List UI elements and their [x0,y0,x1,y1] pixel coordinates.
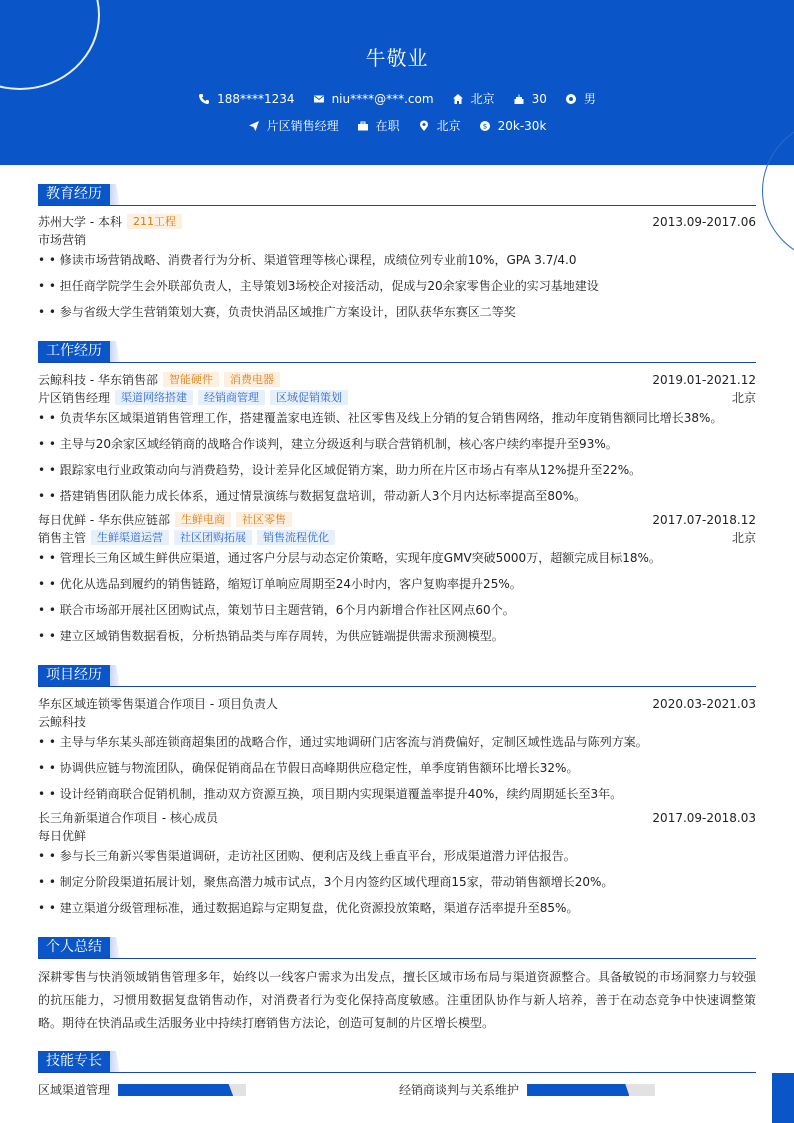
project-bullet: • • 主导与华东某头部连锁商超集团的战略合作，通过实地调研门店客流与消费偏好，定制区域性选品与陈列方案。 [38,735,648,749]
section-summary [38,937,756,959]
education-bullet: • • 参与省级大学生营销策划大赛，负责快消品区域推广方案设计，团队获华东赛区二等奖 [38,305,516,319]
gender-icon [565,93,577,105]
job-bullet: • • 管理长三角区域生鲜供应渠道，通过客户分层与动态定价策略，实现年度GMV突破5000万，超额完成目标18%。 [38,551,661,565]
job-bullet: • • 负责华东区域渠道销售管理工作，搭建覆盖家电连锁、社区零售及线上分销的复合销售网络，推动年度销售额同比增长38%。 [38,411,723,425]
project-bullet: • • 协调供应链与物流团队，确保促销商品在节假日高峰期供应稳定性，单季度销售额环比增长32%。 [38,761,579,775]
skill-name: 区域渠道管理 [38,1083,111,1097]
job-company: 云鲸科技 - 华东销售部 [38,373,158,387]
job-company: 每日优鲜 - 华东供应链部 [38,513,170,527]
education-bullet: • • 担任商学院学生会外联部负责人，主导策划3场校企对接活动，促成与20余家零售企业的实习基地建设 [38,279,599,293]
send-icon [248,120,260,132]
gender-text: 男 [583,92,596,106]
skill-level-bar [118,1084,246,1096]
skill-item [399,1083,655,1097]
phone-icon [198,93,210,105]
age-text: 30 [531,91,547,106]
education-major: 市场营销 [38,233,87,247]
role-tag: 社区团购拓展 [174,530,252,545]
email-text: niu****@***.com [331,91,434,106]
school-tag: 211工程 [127,214,182,229]
project-bullet: • • 制定分阶段渠道拓展计划，聚焦高潜力城市试点，3个月内签约区域代理商15家，带动销售额增长20%。 [38,875,614,889]
job-city: 北京 [731,391,756,405]
info-home-city [452,90,495,107]
info-gender [565,90,596,107]
role-tag: 销售流程优化 [257,530,335,545]
job-role: 销售主管 [38,531,87,545]
project-period: 2017.09-2018.03 [652,811,756,825]
project-name: 华东区域连锁零售渠道合作项目 - 项目负责人 [38,697,278,711]
info-target-role [248,117,339,134]
section-title-projects: 项目经历 [38,665,110,686]
svg-text:$: $ [482,122,487,131]
summary-text: 深耕零售与快消领域销售管理多年，始终以一线客户需求为出发点，擅长区域市场布局与渠道资源整合。具备敏锐的市场洞察力与较强的抗压能力，习惯用数据复盘销售动作，对消费者行为变化保持高度敏感。注重团队协作与新人培养，善于在动态竞争中快速调整策略。期待在快消品或生活服务业中持续打磨销售方法论，创造可复制的片区增长模型。 [38,970,756,1030]
candidate-name: 牛敬业 [365,46,429,70]
project-org: 每日优鲜 [38,829,87,843]
info-email [313,90,434,107]
education-period: 2013.09-2017.06 [652,215,756,229]
project-header [38,695,756,713]
section-skills [38,1051,756,1073]
role-tag: 经销商管理 [198,390,265,405]
skill-item [38,1083,246,1097]
status-text: 在职 [375,119,400,133]
education-bullet: • • 修读市场营销战略、消费者行为分析、渠道管理等核心课程，成绩位列专业前10%，GPA 3.7/4.0 [38,253,577,267]
briefcase-icon [357,120,369,132]
job-bullet: • • 搭建销售团队能力成长体系，通过情景演练与数据复盘培训，带动新人3个月内达标率提高至80%。 [38,489,587,503]
cake-icon [513,93,525,105]
job-bullet: • • 优化从选品到履约的销售链路，缩短订单响应周期至24小时内，客户复购率提升25%。 [38,577,522,591]
job-role: 片区销售经理 [38,391,111,405]
project-bullet: • • 参与长三角新兴零售渠道调研，走访社区团购、便利店及线上垂直平台，形成渠道潜力评估报告。 [38,849,576,863]
skill-level-fill [118,1084,233,1096]
money-icon [479,120,491,132]
job-bullet: • • 主导与20余家区域经销商的战略合作谈判，建立分级返利与联合营销机制，核心客户续约率提升至93%。 [38,437,618,451]
target-role-text: 片区销售经理 [266,119,339,133]
company-tag: 消费电器 [224,372,280,387]
role-tag: 渠道网络搭建 [115,390,193,405]
section-education [38,184,756,206]
salary-text: 20k-30k [497,118,547,133]
phone-text: 188****1234 [217,91,295,106]
decorative-corner-block [772,1073,794,1123]
job-company-line [38,511,756,529]
company-tag: 生鲜电商 [175,512,231,527]
section-work [38,341,756,363]
skill-level-bar [527,1084,655,1096]
info-target-city [418,117,461,134]
job-intent-row [0,117,794,134]
job-bullet: • • 建立区域销售数据看板，分析热销品类与库存周转，为供应链端提供需求预测模型。 [38,629,504,643]
info-phone [198,90,294,107]
company-tag: 社区零售 [236,512,292,527]
education-header [38,213,756,231]
header-banner [0,0,794,165]
info-age [513,90,547,107]
job-company-line [38,371,756,389]
location-icon [418,120,430,132]
project-bullet: • • 设计经销商联合促销机制，推动双方资源互换，项目期内实现渠道覆盖率提升40%，续约周期延长至3年。 [38,787,623,801]
target-city-text: 北京 [436,119,461,133]
project-name: 长三角新渠道合作项目 - 核心成员 [38,811,218,825]
info-salary [479,117,547,134]
section-projects [38,665,756,687]
project-org: 云鲸科技 [38,715,87,729]
job-bullet: • • 联合市场部开展社区团购试点，策划节日主题营销，6个月内新增合作社区网点60个。 [38,603,515,617]
company-tag: 智能硬件 [163,372,219,387]
project-header [38,809,756,827]
job-bullet: • • 跟踪家电行业政策动向与消费趋势，设计差异化区域促销方案，助力所在片区市场占有率从12%提升至22%。 [38,463,642,477]
skill-level-fill [527,1084,629,1096]
mail-icon [313,93,325,105]
skill-name: 经销商谈判与关系维护 [399,1083,520,1097]
contact-row [0,90,794,107]
job-city: 北京 [731,531,756,545]
section-title-summary: 个人总结 [38,937,110,958]
section-title-education: 教育经历 [38,184,110,205]
job-role-line [38,389,756,407]
job-period: 2019.01-2021.12 [652,373,756,387]
project-period: 2020.03-2021.03 [652,697,756,711]
section-title-work: 工作经历 [38,341,110,362]
info-status [357,117,400,134]
section-title-skills: 技能专长 [38,1051,110,1072]
role-tag: 生鲜渠道运营 [91,530,169,545]
job-period: 2017.07-2018.12 [652,513,756,527]
school-name: 苏州大学 - 本科 [38,215,122,229]
project-bullet: • • 建立渠道分级管理标准，通过数据追踪与定期复盘，优化资源投放策略，渠道存活率提升至85%。 [38,901,579,915]
home-icon [452,93,464,105]
job-role-line [38,529,756,547]
role-tag: 区域促销策划 [270,390,348,405]
home-city-text: 北京 [470,92,495,106]
